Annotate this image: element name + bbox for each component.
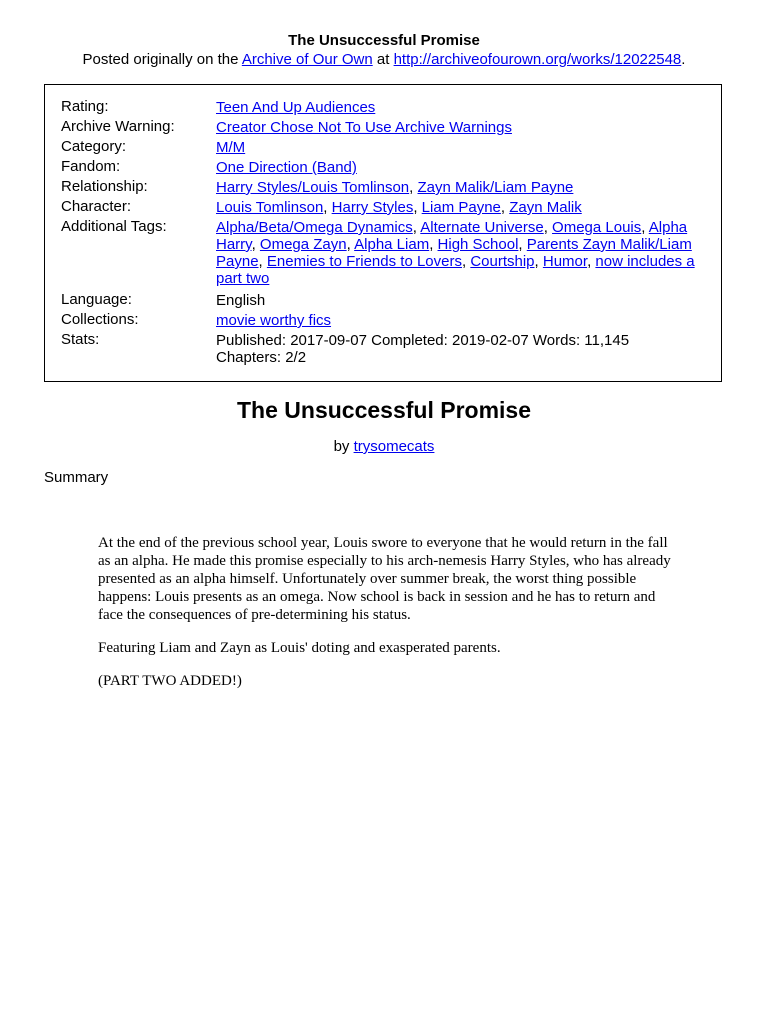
tags-label: Additional Tags:	[61, 218, 167, 235]
author-link[interactable]: trysomecats	[353, 438, 435, 455]
character-link[interactable]: Zayn Malik	[509, 199, 582, 216]
tag-link[interactable]: Alpha Harry	[216, 219, 688, 253]
character-link[interactable]: Liam Payne	[421, 199, 501, 216]
stats-line-2: Chapters: 2/2	[216, 349, 307, 366]
warning-label: Archive Warning:	[61, 118, 175, 135]
warning-link[interactable]: Creator Chose Not To Use Archive Warnings	[216, 119, 512, 136]
language-value: English	[216, 292, 266, 309]
tag-link[interactable]: Omega Louis	[552, 219, 642, 236]
category-label: Category:	[61, 138, 127, 155]
character-label: Character:	[61, 198, 132, 215]
collections-label: Collections:	[61, 311, 139, 328]
posted-period: .	[681, 51, 686, 68]
at-word: at	[372, 51, 394, 68]
tag-link[interactable]: Courtship	[470, 253, 535, 270]
character-link[interactable]: Louis Tomlinson	[216, 199, 324, 216]
by-word: by	[333, 438, 354, 455]
posted-prefix: Posted originally on the	[82, 51, 242, 68]
category-link[interactable]: M/M	[216, 139, 246, 156]
relationship-label: Relationship:	[61, 178, 148, 195]
fandom-link[interactable]: One Direction (Band)	[216, 159, 357, 176]
summary-text	[98, 534, 676, 705]
language-label: Language:	[61, 291, 132, 308]
work-title: The Unsuccessful Promise	[237, 397, 531, 423]
relationship-link[interactable]: Harry Styles/Louis Tomlinson	[216, 179, 410, 196]
work-url-link[interactable]: http://archiveofourown.org/works/12022548	[393, 51, 682, 68]
tag-link[interactable]: now includes a part two	[216, 253, 695, 287]
metadata-box: Rating: Teen And Up Audiences Archive Warning: Creator Chose Not To Use Archive Warnings Category: M/M Fandom: One Direction (Band) Relationship: Harry Styles/Louis Tomlinson, Zayn Malik/Liam Payne Character: Louis Tomlinson, Harry Styles, Liam Payne, Zayn Malik Additional Tags: Alpha/Beta/Omega Dynamics, Alternate Universe, Omega Louis, Alpha Harry, Omega Zayn, Alpha Liam, High School, Parents Zayn Malik/Liam Payne, Enemies to Friends to Lovers, Courtship, Humor, now includes a part two Language: English Collections: movie worthy fics Stats: Published: 2017-09-07 Completed: 2019-02-07 Words: 11,145 Chapters: 2/2	[44, 84, 722, 382]
collection-link[interactable]: movie worthy fics	[216, 312, 332, 329]
tag-link[interactable]: Omega Zayn	[259, 236, 347, 253]
posted-line	[0, 50, 768, 69]
tag-link[interactable]: Parents Zayn Malik/Liam Payne	[216, 236, 692, 270]
tag-link[interactable]: High School	[437, 236, 519, 253]
tag-link[interactable]: Alpha Liam	[354, 236, 430, 253]
stats-line-1: Published: 2017-09-07 Completed: 2019-02-07 Words: 11,145	[216, 332, 630, 349]
tag-link[interactable]: Alternate Universe	[420, 219, 544, 236]
summary-paragraph: Featuring Liam and Zayn as Louis' doting and exasperated parents.	[98, 640, 501, 656]
relationship-link[interactable]: Zayn Malik/Liam Payne	[417, 179, 574, 196]
stats-value	[216, 332, 711, 366]
tag-link[interactable]: Enemies to Friends to Lovers	[266, 253, 462, 270]
rating-link[interactable]: Teen And Up Audiences	[216, 99, 376, 116]
rating-label: Rating:	[61, 98, 109, 115]
document-header	[0, 31, 768, 69]
fandom-label: Fandom:	[61, 158, 121, 175]
archive-link[interactable]: Archive of Our Own	[241, 51, 373, 68]
summary-paragraph: At the end of the previous school year, Louis swore to everyone that he would return in the fall as an alpha. He made this promise especially to his arch-nemesis Harry Styles, who has already presented as an alpha himself. Unfortunately over summer break, the worst thing possible happens: Louis presents as an omega. Now school is back in session and he has to return and face the consequences of pre-determining his status.	[98, 535, 671, 623]
character-link[interactable]: Harry Styles	[331, 199, 414, 216]
header-title: The Unsuccessful Promise	[288, 32, 480, 49]
summary-heading: Summary	[44, 469, 109, 486]
tag-link[interactable]: Humor	[542, 253, 588, 270]
byline	[0, 438, 768, 456]
stats-label: Stats:	[61, 331, 100, 348]
tag-link[interactable]: Alpha/Beta/Omega Dynamics	[216, 219, 413, 236]
summary-paragraph: (PART TWO ADDED!)	[98, 673, 242, 689]
